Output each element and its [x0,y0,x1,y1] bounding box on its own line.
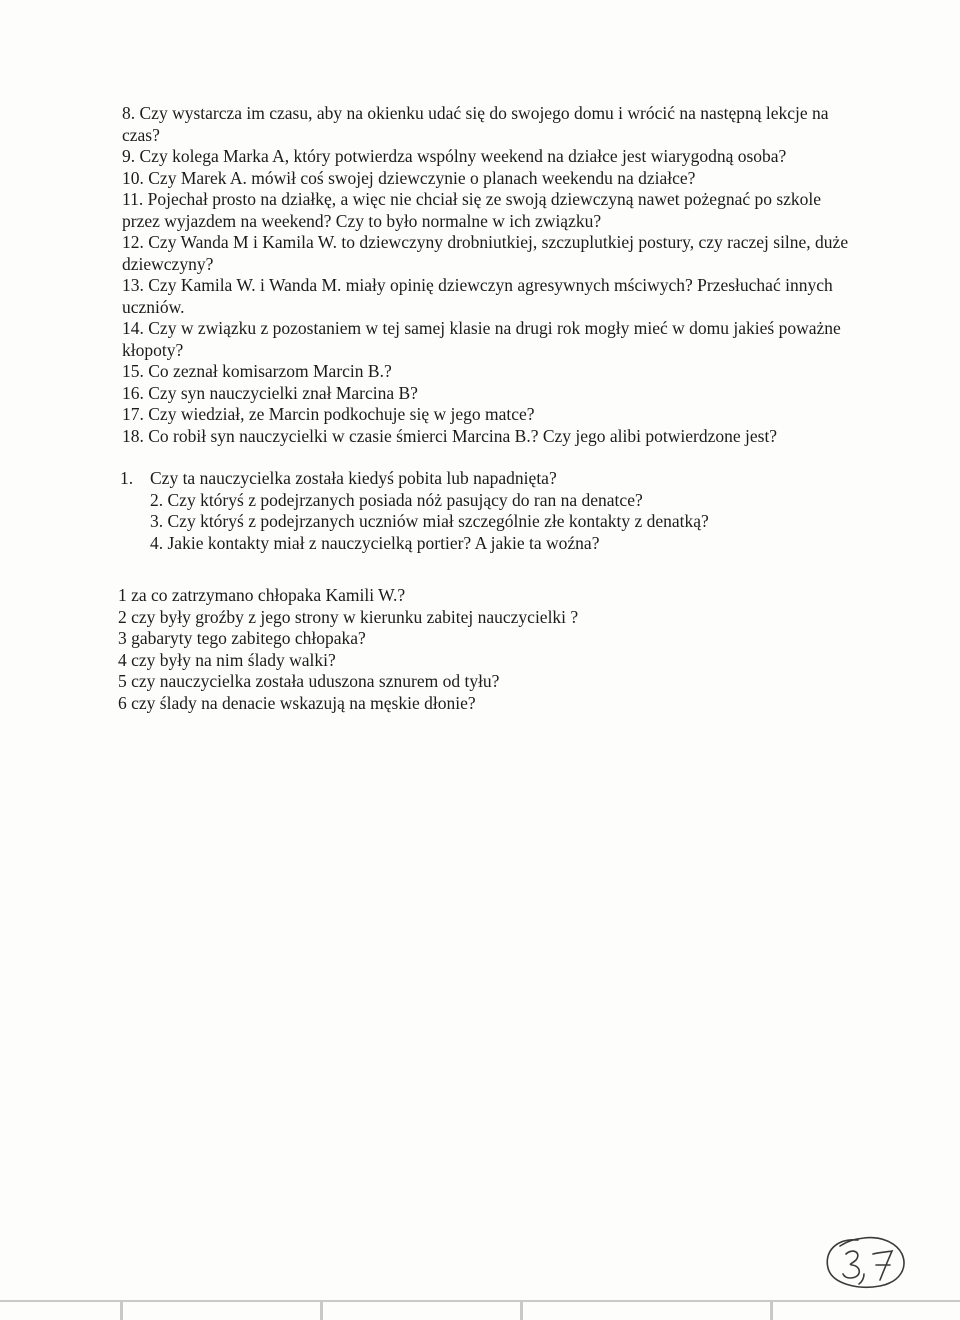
question-text: Czy ta nauczycielka została kiedyś pobita lub napadnięta? [150,468,557,488]
question-item: 13. Czy Kamila W. i Wanda M. miały opinię dziewczyn agresywnych mściwych? Przesłuchać innych uczniów. [122,275,833,317]
question-item: 9. Czy kolega Marka A, który potwierdza wspólny weekend na działce jest wiarygodną osoba? [122,146,787,166]
question-item: 8. Czy wystarcza im czasu, aby na okienku udać się do swojego domu i wrócić na następną lekcje na czas? [122,103,829,145]
scan-edge-mark [120,1300,123,1320]
question-list-b [120,468,709,554]
question-number: 1. [120,468,134,488]
question-item: 2 czy były groźby z jego strony w kierunku zabitej nauczycielki ? [118,606,579,627]
question-item: 14. Czy w związku z pozostaniem w tej samej klasie na drugi rok mogły mieć w domu jakieś poważne kłopoty? [122,318,841,360]
circled-handwriting-icon [818,1232,910,1294]
question-item: 15. Co zeznał komisarzom Marcin B.? [122,361,392,381]
question-item: 3. Czy któryś z podejrzanych uczniów miał szczególnie złe kontakty z denatką? [150,511,709,531]
handwritten-page-number [818,1232,910,1294]
scan-edge-mark [520,1300,523,1320]
question-item: 1 za co zatrzymano chłopaka Kamili W.? [118,585,406,605]
question-item: 2. Czy któryś z podejrzanych posiada nóż pasujący do ran na denatce? [150,489,643,510]
question-item [120,468,709,490]
question-list-a [122,103,862,447]
scan-edge-mark [320,1300,323,1320]
question-item: 4 czy były na nim ślady walki? [118,649,336,670]
question-list-c [118,585,578,714]
scan-edge-mark [770,1300,773,1320]
question-item: 16. Czy syn nauczycielki znał Marcina B? [122,382,418,403]
question-item: 18. Co robił syn nauczycielki w czasie śmierci Marcina B.? Czy jego alibi potwierdzone jest? [122,425,778,446]
question-item: 17. Czy wiedział, ze Marcin podkochuje się w jego matce? [122,404,535,424]
question-item: 4. Jakie kontakty miał z nauczycielką portier? A jakie ta woźna? [150,532,600,553]
question-item: 12. Czy Wanda M i Kamila W. to dziewczyny drobniutkiej, szczuplutkiej postury, czy raczej silne, duże dziewczyny? [122,232,849,274]
question-item: 11. Pojechał prosto na działkę, a więc nie chciał się ze swoją dziewczyną nawet pożegnać po szkole przez wyjazdem na weekend? Czy to było normalne w ich związku? [122,189,822,231]
question-item: 6 czy ślady na denacie wskazują na męskie dłonie? [118,692,476,713]
scan-edge-mark [0,1300,960,1302]
question-item: 3 gabaryty tego zabitego chłopaka? [118,628,366,648]
question-item: 10. Czy Marek A. mówił coś swojej dziewczynie o planach weekendu na działce? [122,167,696,188]
question-item: 5 czy nauczycielka została uduszona sznurem od tyłu? [118,671,500,691]
